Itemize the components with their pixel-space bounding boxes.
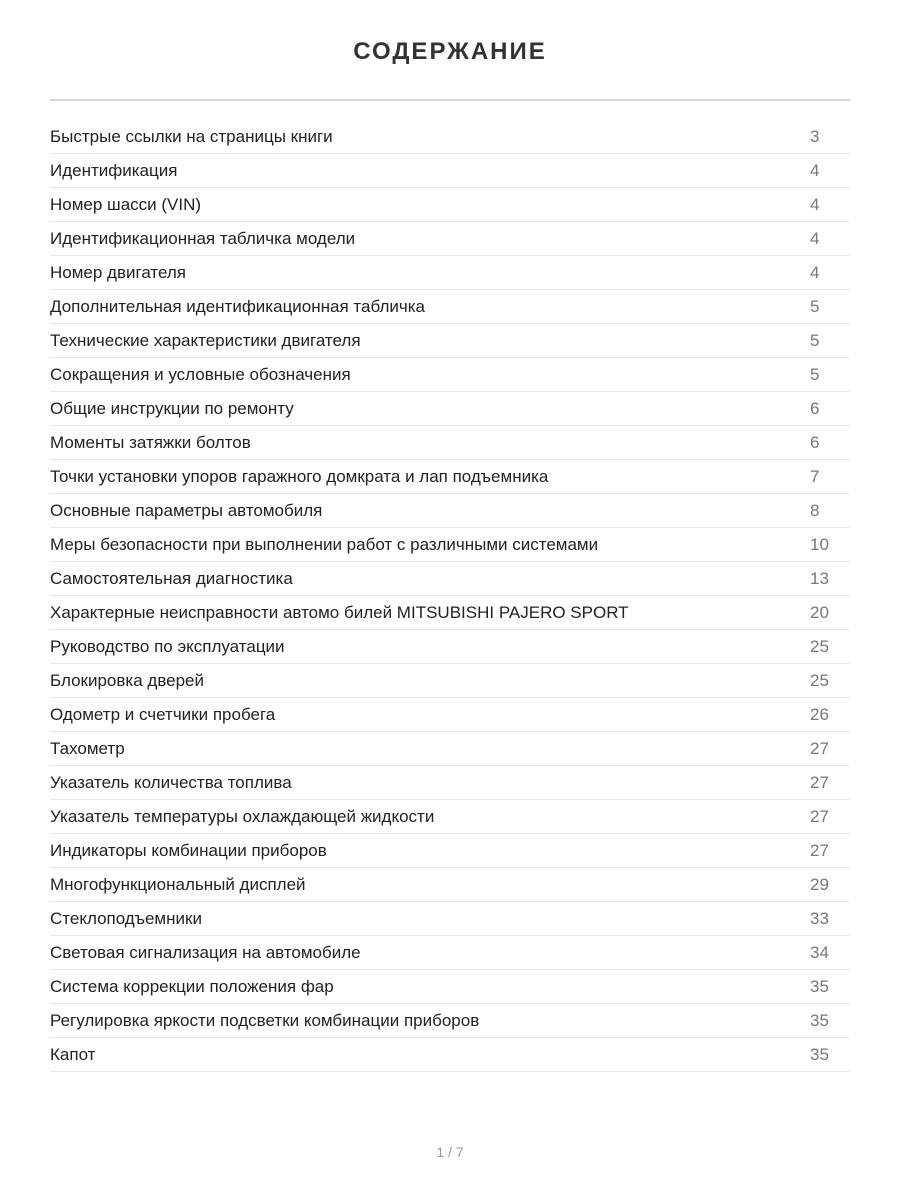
toc-entry-page: 13 (810, 568, 829, 588)
toc-entry-page: 35 (810, 976, 829, 996)
toc-entry[interactable] (50, 256, 850, 290)
table-of-contents (50, 120, 850, 1072)
toc-entry-title: Сокращения и условные обозначения (50, 364, 351, 384)
toc-entry[interactable] (50, 902, 850, 936)
toc-entry-title: Стеклоподъемники (50, 908, 202, 928)
toc-entry-title: Общие инструкции по ремонту (50, 398, 294, 418)
toc-entry-page: 10 (810, 534, 829, 554)
toc-entry-title: Дополнительная идентификационная табличка (50, 296, 425, 316)
toc-entry[interactable] (50, 324, 850, 358)
toc-entry[interactable] (50, 834, 850, 868)
toc-entry-title: Быстрые ссылки на страницы книги (50, 126, 333, 146)
toc-entry[interactable] (50, 494, 850, 528)
toc-entry-title: Идентификация (50, 160, 178, 180)
toc-entry-page: 29 (810, 874, 829, 894)
toc-entry-page: 4 (810, 160, 820, 180)
toc-entry[interactable] (50, 664, 850, 698)
toc-entry[interactable] (50, 868, 850, 902)
toc-entry[interactable] (50, 154, 850, 188)
toc-entry[interactable] (50, 630, 850, 664)
toc-entry[interactable] (50, 1038, 850, 1072)
toc-entry-page: 27 (810, 772, 829, 792)
toc-entry-title: Моменты затяжки болтов (50, 432, 251, 452)
toc-entry-page: 7 (810, 466, 820, 486)
toc-entry-page: 33 (810, 908, 829, 928)
toc-entry-page: 35 (810, 1044, 829, 1064)
toc-entry-title: Многофункциональный дисплей (50, 874, 306, 894)
toc-entry[interactable] (50, 460, 850, 494)
page-indicator: 1 / 7 (436, 1144, 464, 1160)
toc-entry-page: 4 (810, 194, 820, 214)
toc-entry-page: 4 (810, 262, 820, 282)
toc-entry-title: Указатель количества топлива (50, 772, 292, 792)
toc-entry-title: Основные параметры автомобиля (50, 500, 323, 520)
toc-entry-page: 25 (810, 636, 829, 656)
toc-entry-title: Световая сигнализация на автомобиле (50, 942, 361, 962)
toc-entry-title: Номер шасси (VIN) (50, 194, 202, 214)
toc-entry[interactable] (50, 392, 850, 426)
toc-entry-title: Капот (50, 1044, 96, 1064)
toc-entry-page: 5 (810, 330, 820, 350)
toc-entry-title: Меры безопасности при выполнении работ с различными системами (50, 534, 599, 554)
toc-entry-page: 5 (810, 364, 820, 384)
toc-entry[interactable] (50, 120, 850, 154)
toc-entry-page: 3 (810, 126, 820, 146)
toc-entry[interactable] (50, 188, 850, 222)
toc-entry-title: Руководство по эксплуатации (50, 636, 285, 656)
toc-entry-title: Самостоятельная диагностика (50, 568, 293, 588)
toc-entry-title: Характерные неисправности автомо билей MITSUBISHI PAJERO SPORT (50, 602, 629, 622)
toc-entry-title: Тахометр (50, 738, 125, 758)
toc-entry-title: Блокировка дверей (50, 670, 205, 690)
toc-entry[interactable] (50, 800, 850, 834)
toc-entry[interactable] (50, 528, 850, 562)
page-title: СОДЕРЖАНИЕ (353, 38, 547, 65)
toc-entry-page: 34 (810, 942, 829, 962)
toc-entry[interactable] (50, 936, 850, 970)
toc-entry-page: 25 (810, 670, 829, 690)
toc-entry-title: Идентификационная табличка модели (50, 228, 356, 248)
toc-entry[interactable] (50, 732, 850, 766)
toc-entry-page: 27 (810, 806, 829, 826)
toc-entry-page: 5 (810, 296, 820, 316)
toc-entry-page: 27 (810, 738, 829, 758)
toc-entry[interactable] (50, 596, 850, 630)
toc-entry-page: 20 (810, 602, 829, 622)
toc-entry-title: Номер двигателя (50, 262, 187, 282)
toc-entry[interactable] (50, 562, 850, 596)
toc-entry-title: Регулировка яркости подсветки комбинации приборов (50, 1010, 480, 1030)
toc-entry[interactable] (50, 970, 850, 1004)
toc-entry-page: 6 (810, 432, 820, 452)
toc-entry[interactable] (50, 426, 850, 460)
toc-entry-page: 27 (810, 840, 829, 860)
toc-entry-page: 26 (810, 704, 829, 724)
toc-entry-title: Технические характеристики двигателя (50, 330, 361, 350)
toc-entry-title: Одометр и счетчики пробега (50, 704, 276, 724)
toc-entry[interactable] (50, 698, 850, 732)
toc-entry-title: Система коррекции положения фар (50, 976, 334, 996)
toc-entry[interactable] (50, 1004, 850, 1038)
toc-entry-title: Точки установки упоров гаражного домкрата и лап подъемника (50, 466, 549, 486)
toc-entry-page: 8 (810, 500, 820, 520)
title-divider (50, 99, 850, 101)
toc-entry-title: Указатель температуры охлаждающей жидкости (50, 806, 435, 826)
toc-entry-title: Индикаторы комбинации приборов (50, 840, 327, 860)
toc-entry-page: 35 (810, 1010, 829, 1030)
toc-entry[interactable] (50, 766, 850, 800)
toc-entry-page: 4 (810, 228, 820, 248)
toc-entry[interactable] (50, 222, 850, 256)
toc-entry-page: 6 (810, 398, 820, 418)
toc-entry[interactable] (50, 358, 850, 392)
toc-entry[interactable] (50, 290, 850, 324)
